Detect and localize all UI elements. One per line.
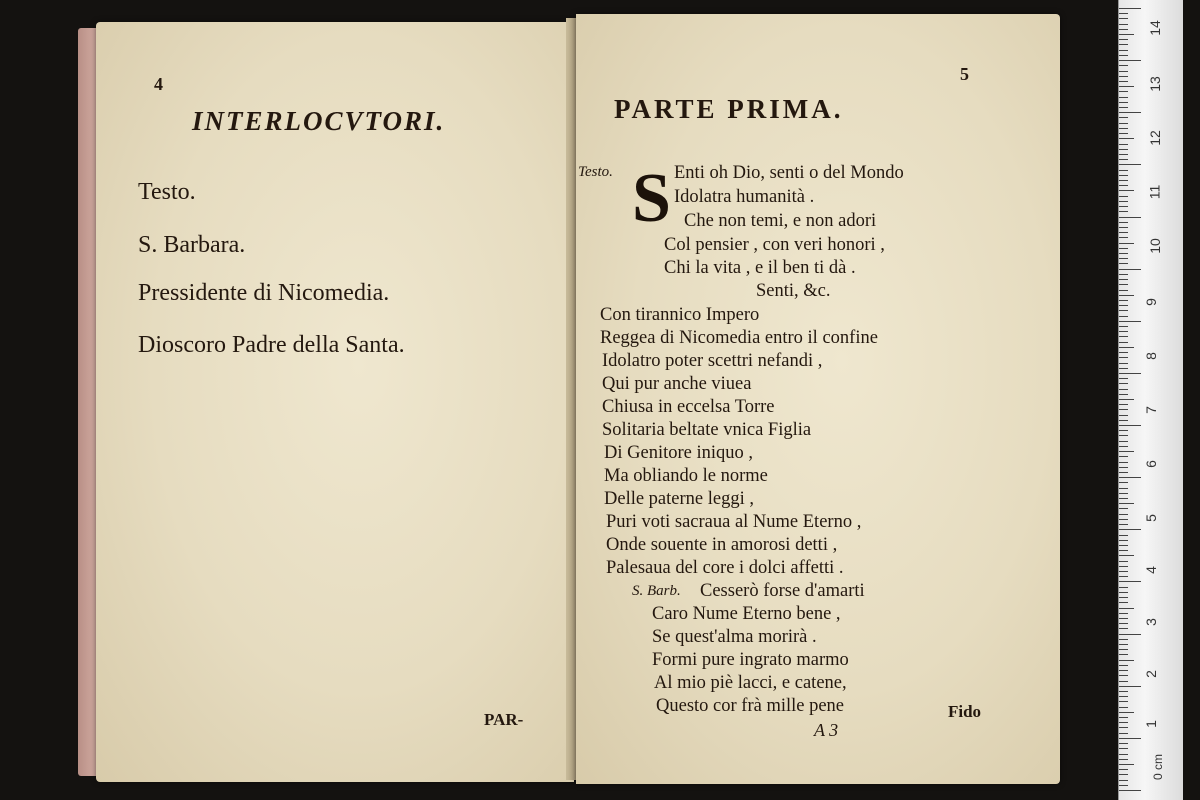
ruler-tick	[1119, 149, 1128, 150]
speaker-label: Testo.	[578, 164, 613, 180]
page-number: 4	[154, 74, 163, 94]
ruler-tick	[1119, 336, 1128, 337]
ruler-tick	[1119, 435, 1128, 436]
ruler-tick	[1119, 446, 1128, 447]
ruler-tick	[1119, 44, 1128, 45]
ruler-tick	[1119, 389, 1128, 390]
ruler-number: 12	[1146, 130, 1163, 146]
verse-line: Puri voti sacraua al Nume Eterno ,	[606, 512, 862, 532]
ruler-tick	[1119, 357, 1128, 358]
ruler-tick	[1119, 665, 1128, 666]
drop-cap: S	[632, 160, 671, 237]
ruler-tick	[1119, 342, 1128, 343]
ruler-tick	[1119, 243, 1134, 244]
ruler-tick	[1119, 378, 1128, 379]
ruler-tick	[1119, 743, 1128, 744]
ruler-number: 4	[1142, 566, 1159, 574]
verse-line: Chiusa in eccelsa Torre	[602, 397, 775, 417]
ruler-tick	[1119, 217, 1141, 218]
ruler-tick	[1119, 368, 1128, 369]
ruler-tick	[1119, 373, 1141, 374]
ruler-tick	[1119, 597, 1128, 598]
ruler-tick	[1119, 790, 1141, 791]
verse-line: Caro Nume Eterno bene ,	[652, 604, 841, 624]
verse-line: Al mio piè lacci, e catene,	[654, 673, 847, 693]
ruler-tick	[1119, 352, 1128, 353]
signature-mark: A 3	[814, 720, 839, 740]
verse-line: Con tirannico Impero	[600, 305, 760, 325]
ruler-tick	[1119, 503, 1134, 504]
ruler-tick	[1119, 248, 1128, 249]
ruler-number: 11	[1146, 184, 1163, 200]
ruler-tick	[1119, 316, 1128, 317]
ruler-tick	[1119, 305, 1128, 306]
ruler-tick	[1119, 112, 1141, 113]
ruler-tick	[1119, 425, 1141, 426]
ruler-tick	[1119, 769, 1128, 770]
ruler-tick	[1119, 138, 1134, 139]
ruler-tick	[1119, 258, 1128, 259]
ruler-tick	[1119, 8, 1141, 9]
ruler-tick	[1119, 128, 1128, 129]
verse-line: Di Genitore iniquo ,	[604, 443, 754, 463]
verse-line: Reggea di Nicomedia entro il confine	[600, 328, 878, 348]
ruler-number: 2	[1142, 670, 1159, 678]
ruler-tick	[1119, 284, 1128, 285]
ruler-tick	[1119, 529, 1141, 530]
ruler-tick	[1119, 76, 1128, 77]
ruler-tick	[1119, 456, 1128, 457]
verse-line: Col pensier , con veri honori ,	[664, 235, 885, 255]
ruler-tick	[1119, 451, 1134, 452]
measuring-ruler	[1118, 0, 1183, 800]
ruler-tick	[1119, 571, 1128, 572]
ruler-tick	[1119, 639, 1128, 640]
ruler-tick	[1119, 133, 1128, 134]
ruler-number: 9	[1142, 298, 1159, 306]
character-item: Dioscoro Padre della Santa.	[138, 332, 405, 358]
ruler-tick	[1119, 472, 1128, 473]
left-page	[96, 22, 574, 782]
ruler-tick	[1119, 310, 1128, 311]
ruler-tick	[1119, 675, 1128, 676]
ruler-tick	[1119, 81, 1128, 82]
ruler-tick	[1119, 712, 1134, 713]
ruler-tick	[1119, 691, 1128, 692]
verse-line: Se quest'alma morirà .	[652, 627, 817, 647]
ruler-number: 7	[1142, 406, 1159, 414]
ruler-tick	[1119, 493, 1128, 494]
catchword: Fido	[948, 702, 982, 721]
ruler-tick	[1119, 117, 1128, 118]
ruler-tick	[1119, 701, 1128, 702]
ruler-tick	[1119, 65, 1128, 66]
ruler-tick	[1119, 634, 1141, 635]
ruler-tick	[1119, 159, 1128, 160]
ruler-tick	[1119, 727, 1128, 728]
ruler-tick	[1119, 467, 1128, 468]
ruler-tick	[1119, 707, 1128, 708]
ruler-tick	[1119, 623, 1128, 624]
ruler-number: 3	[1142, 618, 1159, 626]
ruler-tick	[1119, 759, 1128, 760]
ruler-tick	[1119, 144, 1128, 145]
ruler-tick	[1119, 748, 1128, 749]
ruler-tick	[1119, 524, 1128, 525]
verse-line: Formi pure ingrato marmo	[652, 650, 849, 670]
verse-line: Idolatro poter scettri nefandi ,	[602, 351, 823, 371]
ruler-tick	[1119, 545, 1128, 546]
ruler-tick	[1119, 326, 1128, 327]
ruler-tick	[1119, 785, 1128, 786]
ruler-tick	[1119, 24, 1128, 25]
verse-line: Solitaria beltate vnica Figlia	[602, 420, 812, 440]
ruler-tick	[1119, 581, 1141, 582]
ruler-tick	[1119, 86, 1134, 87]
ruler-tick	[1119, 561, 1128, 562]
verse-line: Questo cor frà mille pene	[656, 696, 845, 716]
ruler-tick	[1119, 279, 1128, 280]
ruler-tick	[1119, 717, 1128, 718]
ruler-tick	[1119, 649, 1128, 650]
ruler-tick	[1119, 253, 1128, 254]
ruler-tick	[1119, 587, 1128, 588]
ruler-tick	[1119, 555, 1134, 556]
ruler-tick	[1119, 227, 1128, 228]
ruler-tick	[1119, 613, 1128, 614]
ruler-number: 1	[1142, 720, 1159, 728]
ruler-tick	[1119, 628, 1128, 629]
ruler-tick	[1119, 482, 1128, 483]
ruler-tick	[1119, 462, 1128, 463]
page-heading: INTERLOCVTORI.	[192, 106, 446, 136]
ruler-tick	[1119, 399, 1134, 400]
ruler-tick	[1119, 383, 1128, 384]
catchword: PAR-	[484, 710, 524, 729]
ruler-tick	[1119, 404, 1128, 405]
ruler-tick	[1119, 654, 1128, 655]
verse-line: Idolatra humanità .	[674, 187, 815, 207]
ruler-tick	[1119, 686, 1141, 687]
ruler-tick	[1119, 415, 1128, 416]
ruler-number: 10	[1146, 238, 1163, 254]
ruler-number: 14	[1146, 20, 1163, 36]
ruler-tick	[1119, 394, 1128, 395]
ruler-tick	[1119, 201, 1128, 202]
ruler-tick	[1119, 321, 1141, 322]
ruler-tick	[1119, 566, 1128, 567]
ruler-tick	[1119, 175, 1128, 176]
right-page	[576, 14, 1060, 784]
ruler-tick	[1119, 71, 1128, 72]
ruler-tick	[1119, 164, 1141, 165]
ruler-tick	[1119, 232, 1128, 233]
ruler-tick	[1119, 618, 1128, 619]
ruler-tick	[1119, 477, 1141, 478]
ruler-tick	[1119, 237, 1128, 238]
page-number: 5	[960, 64, 969, 84]
ruler-tick	[1119, 592, 1128, 593]
ruler-tick	[1119, 508, 1128, 509]
verse-line: Senti, &c.	[756, 281, 831, 301]
ruler-tick	[1119, 34, 1134, 35]
ruler-tick	[1119, 514, 1128, 515]
character-item: Testo.	[138, 179, 196, 205]
ruler-tick	[1119, 409, 1128, 410]
ruler-tick	[1119, 263, 1128, 264]
ruler-unit: 0 cm	[1151, 753, 1166, 781]
ruler-tick	[1119, 420, 1128, 421]
ruler-tick	[1119, 170, 1128, 171]
ruler-tick	[1119, 190, 1134, 191]
ruler-number: 6	[1142, 460, 1159, 468]
ruler-tick	[1119, 347, 1134, 348]
ruler-tick	[1119, 331, 1128, 332]
ruler-number: 8	[1142, 352, 1159, 360]
ruler-tick	[1119, 180, 1128, 181]
ruler-tick	[1119, 363, 1128, 364]
ruler-tick	[1119, 154, 1128, 155]
ruler-tick	[1119, 696, 1128, 697]
ruler-tick	[1119, 55, 1128, 56]
ruler-tick	[1119, 540, 1128, 541]
ruler-tick	[1119, 102, 1128, 103]
ruler-tick	[1119, 91, 1128, 92]
ruler-tick	[1119, 300, 1128, 301]
ruler-tick	[1119, 550, 1128, 551]
ruler-tick	[1119, 608, 1134, 609]
ruler-tick	[1119, 681, 1128, 682]
ruler-tick	[1119, 519, 1128, 520]
ruler-number: 13	[1146, 76, 1163, 92]
ruler-tick	[1119, 738, 1141, 739]
ruler-tick	[1119, 290, 1128, 291]
ruler-tick	[1119, 670, 1128, 671]
ruler-tick	[1119, 644, 1128, 645]
ruler-tick	[1119, 222, 1128, 223]
character-item: Pressidente di Nicomedia.	[138, 280, 390, 306]
ruler-number: 5	[1142, 514, 1159, 522]
ruler-tick	[1119, 295, 1134, 296]
ruler-tick	[1119, 430, 1128, 431]
verse-line: Qui pur anche viuea	[602, 374, 752, 394]
ruler-tick	[1119, 576, 1128, 577]
ruler-tick	[1119, 754, 1128, 755]
ruler-tick	[1119, 488, 1128, 489]
ruler-tick	[1119, 535, 1128, 536]
ruler-tick	[1119, 107, 1128, 108]
ruler-tick	[1119, 211, 1128, 212]
ruler-tick	[1119, 269, 1141, 270]
ruler-tick	[1119, 733, 1128, 734]
ruler-tick	[1119, 774, 1128, 775]
verse-line: Onde souente in amorosi detti ,	[606, 535, 838, 555]
ruler-tick	[1119, 722, 1128, 723]
verse-line: Che non temi, e non adori	[684, 211, 877, 231]
ruler-tick	[1119, 498, 1128, 499]
ruler-tick	[1119, 50, 1128, 51]
ruler-tick	[1119, 123, 1128, 124]
ruler-tick	[1119, 780, 1128, 781]
ruler-tick	[1119, 185, 1128, 186]
ruler-tick	[1119, 13, 1128, 14]
ruler-tick	[1119, 764, 1134, 765]
verse-line: Chi la vita , e il ben ti dà .	[664, 258, 856, 278]
ruler-tick	[1119, 60, 1141, 61]
ruler-tick	[1119, 29, 1128, 30]
verse-line: Cesserò forse d'amarti	[700, 581, 865, 601]
verse-line: Enti oh Dio, senti o del Mondo	[674, 163, 904, 183]
ruler-tick	[1119, 39, 1128, 40]
character-item: S. Barbara.	[138, 232, 246, 258]
verse-line: Delle paterne leggi ,	[604, 489, 754, 509]
verse-line: Ma obliando le norme	[604, 466, 768, 486]
ruler-tick	[1119, 206, 1128, 207]
ruler-tick	[1119, 441, 1128, 442]
ruler-tick	[1119, 602, 1128, 603]
ruler-tick	[1119, 18, 1128, 19]
ruler-tick	[1119, 97, 1128, 98]
ruler-tick	[1119, 660, 1134, 661]
speaker-label: S. Barb.	[632, 583, 681, 599]
page-heading: PARTE PRIMA.	[614, 94, 844, 124]
verse-line: Palesaua del core i dolci affetti .	[606, 558, 844, 578]
ruler-tick	[1119, 196, 1128, 197]
ruler-tick	[1119, 274, 1128, 275]
